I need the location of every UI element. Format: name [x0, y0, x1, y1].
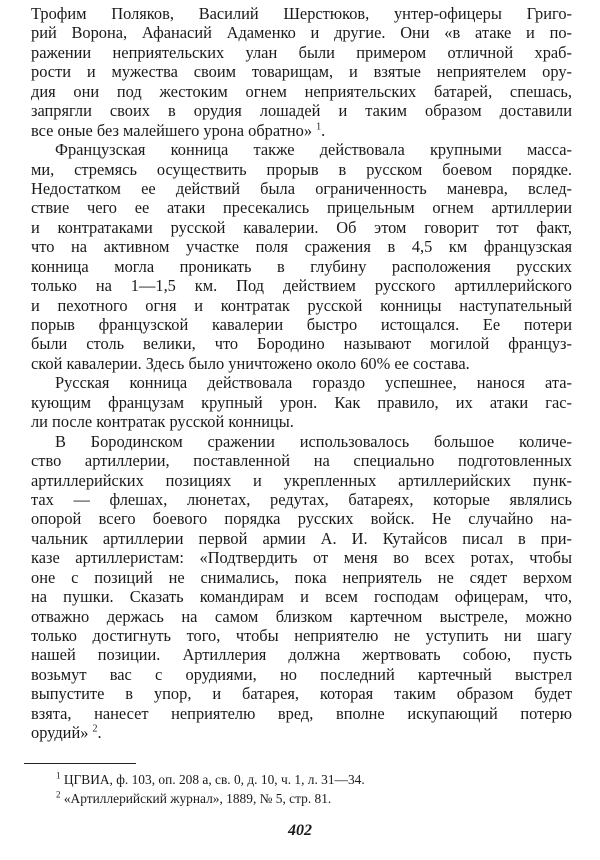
text-line — [31, 4, 572, 23]
line-text: только на 1—1,5 км. Под действием русского артиллерийского — [31, 276, 572, 296]
text-line — [31, 334, 572, 353]
text-line — [31, 315, 572, 334]
line-text: ми, стремясь осуществить прорыв в русском боевом порядке. — [31, 159, 572, 179]
text-line — [31, 607, 572, 626]
line-text: ли после контратак русской конницы. — [31, 412, 294, 432]
line-text: отважно держась на самом близком картечном выстреле, можно — [31, 606, 572, 626]
text-line — [31, 257, 572, 276]
line-text: тах — флешах, люнетах, редутах, батареях, которые являлись — [31, 489, 572, 509]
text-line — [31, 62, 572, 81]
text-line — [31, 43, 572, 62]
line-text: Французская конница также действовала крупными масса- — [55, 140, 572, 160]
text-line — [31, 101, 572, 120]
line-text: ражении неприятельских улан были примером отличной храб- — [31, 42, 572, 62]
text-line — [31, 393, 572, 412]
text-line — [31, 665, 572, 684]
line-text: Недостатком ее действий была ограниченность маневра, вслед- — [31, 178, 572, 198]
footnote-text: ЦГВИА, ф. 103, оп. 208 а, св. 0, д. 10, ч. 1, л. 31—34. — [63, 772, 365, 787]
text-line — [31, 276, 572, 295]
line-text: все оные без малейшего урона обратно» — [31, 120, 313, 140]
line-text: орудий» — [31, 723, 89, 743]
line-text: на пушки. Сказать командирам и всем господам офицерам, что, — [31, 587, 572, 607]
text-line — [31, 160, 572, 179]
text-line — [31, 218, 572, 237]
text-line — [31, 471, 572, 490]
text-line — [31, 198, 572, 217]
line-text: только достигнуть того, чтобы неприятелю не уступить ни шагу — [31, 626, 572, 645]
text-line — [31, 179, 572, 198]
text-line — [31, 490, 572, 509]
text-line — [31, 23, 572, 42]
line-text: возьмут вас с орудиями, но последний картечный выстрел — [31, 664, 572, 684]
line-text: Трофим Поляков, Василий Шерстюков, унтер-офицеры Григо- — [31, 4, 572, 23]
footnote-ref[interactable]: 1 — [316, 121, 322, 133]
body-text — [31, 4, 572, 743]
line-text: рости и мужества своим товарищам, и взятые неприятелем ору- — [31, 62, 572, 82]
line-text: опорой всего боевого порядка русских войск. Не случайно на- — [31, 509, 572, 529]
text-line — [31, 645, 572, 664]
line-text: и пехотного огня и контратак русской конницы наступательный — [31, 295, 572, 315]
text-line — [31, 704, 572, 723]
footnote-divider — [24, 763, 136, 764]
text-line — [31, 237, 572, 256]
text-line — [31, 412, 572, 431]
text-line — [31, 140, 572, 159]
line-text: ство артиллерии, поставленной на специально подготовленных — [31, 451, 572, 471]
footnotes — [56, 770, 365, 808]
paragraph — [31, 432, 572, 743]
text-line — [31, 373, 572, 392]
line-text: выпустите в упор, и батарея, которая таким образом будет — [31, 684, 572, 704]
text-line — [31, 587, 572, 606]
footnote-ref[interactable]: 2 — [92, 723, 98, 735]
line-text: В Бородинском сражении использовалось большое количе- — [55, 431, 572, 451]
text-line — [31, 82, 572, 101]
text-line — [31, 509, 572, 528]
text-line — [31, 548, 572, 567]
line-text: запрягли своих в орудия лошадей и таким образом доставили — [31, 101, 572, 121]
line-text: оне с позиций не снимались, пока неприятель не сядет верхом — [31, 567, 572, 587]
page-number: 402 — [288, 822, 312, 839]
line-text: ской кавалерии. Здесь было уничтожено около 60% ее состава. — [31, 353, 470, 373]
line-text: и контратаками русской кавалерии. Об этом говорит тот факт, — [31, 217, 572, 237]
footnote — [56, 789, 365, 808]
footnote — [56, 770, 365, 789]
line-text: Русская конница действовала гораздо успешнее, нанося ата- — [55, 373, 572, 393]
text-line — [31, 354, 572, 373]
text-line — [31, 684, 572, 703]
text-line — [31, 296, 572, 315]
line-text: дия они под жестоким огнем неприятельских батарей, спешась, — [31, 81, 572, 101]
paragraph — [31, 140, 572, 373]
line-text: взята, нанесет неприятелю вред, вполне искупающий потерю — [31, 703, 572, 723]
footnote-text: «Артиллерийский журнал», 1889, № 5, стр. 81. — [63, 791, 332, 806]
line-text: кующим французам крупный урон. Как правило, их атаки гас- — [31, 392, 572, 412]
line-text: артиллерийских позициях и укрепленных артиллерийских пунк- — [31, 470, 572, 490]
text-line — [31, 432, 572, 451]
text-line — [31, 451, 572, 470]
line-text: ствие чего ее атаки пресекались прицельным огнем артиллерии — [31, 198, 572, 218]
line-text: нашей позиции. Артиллерия должна жертвовать собою, пусть — [31, 645, 572, 665]
line-text: что на активном участке поля сражения в 4,5 км французская — [31, 237, 572, 257]
line-text: были столь велики, что Бородино называют могилой француз- — [31, 334, 572, 354]
line-text: чальник артиллерии первой армии А. И. Кутайсов писал в при- — [31, 528, 572, 548]
text-line: все оные без малейшего урона обратно» $^1$. — [31, 120, 326, 140]
line-text: конница могла проникать в глубину расположения русских — [31, 256, 572, 276]
paragraph — [31, 4, 572, 140]
text-line — [31, 568, 572, 587]
text-line — [31, 626, 572, 645]
line-text: рий Ворона, Афанасий Адаменко и другие. Они «в атаке и по- — [31, 23, 572, 43]
text-line — [31, 529, 572, 548]
footnote-number: 2 — [56, 789, 61, 800]
footnote-number: 1 — [56, 770, 61, 781]
line-text: казе артиллеристам: «Подтвердить от меня во всех ротах, чтобы — [31, 548, 572, 568]
text-line: орудий» $^2$. — [31, 723, 102, 743]
line-text: порыв французской кавалерии быстро истощался. Ее потери — [31, 315, 572, 334]
paragraph — [31, 373, 572, 431]
